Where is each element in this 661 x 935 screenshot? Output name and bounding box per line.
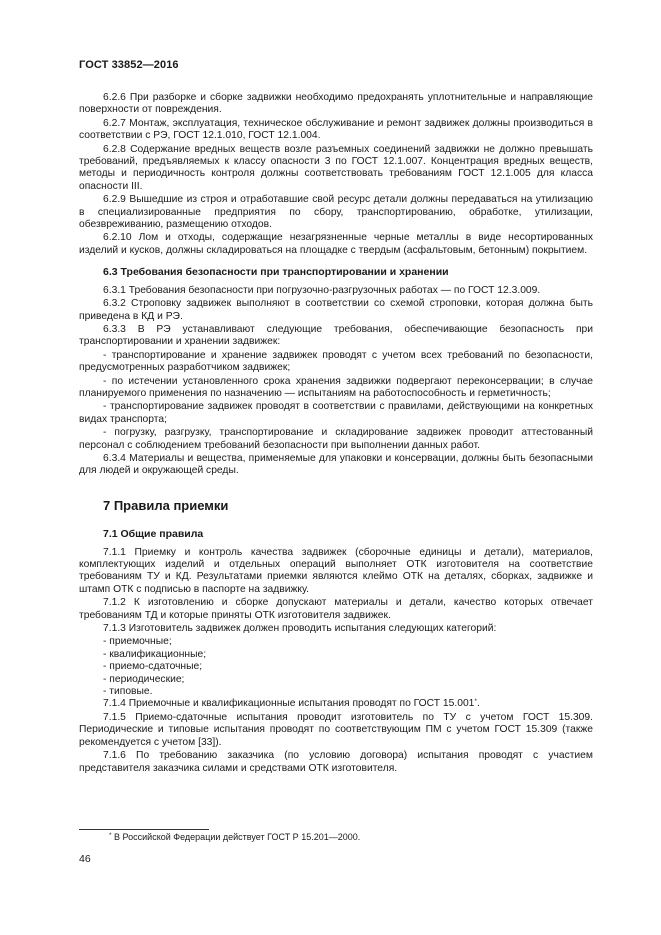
category-item: - типовые. [103,686,153,698]
paragraph-7-1-5: 7.1.5 Приемо-сдаточные испытания проводит изготовитель по ТУ с учетом ГОСТ 15.309. Периодические и типовые испытания проводят по соответствующим ПМ с учетом ГОСТ 15.309 (также рекомендуется с учетом [33]). [79,711,593,748]
paragraph-6-3-2: 6.3.2 Строповку задвижек выполняют в соответствии со схемой строповки, которая должна быть приведена в КД и РЭ. [79,298,593,322]
paragraph-6-2-6: 6.2.6 При разборке и сборке задвижки необходимо предохранять уплотнительные и направляющие поверхности от повреждения. [79,92,593,116]
heading-7-1: 7.1 Общие правила [103,528,204,541]
list-item-6-3-3-a: - транспортирование и хранение задвижек проводят с учетом всех требований по безопасности, предусмотренных разработчиком задвижек; [79,349,593,374]
page-number: 46 [79,853,91,865]
paragraph-7-1-4-text: 7.1.4 Приемочные и квалификационные испытания проводят по ГОСТ 15.001 [103,698,475,710]
footnote-divider [79,829,209,830]
paragraph-7-1-1: 7.1.1 Приемку и контроль качества задвижек (сборочные единицы и детали), материалов, комплектующих изделий и отдельных операций выполняет ОТК изготовителя на соответствие требованиям ТУ и КД. Результатами приемки являются клеймо ОТК на деталях, сборках, задвижке и штамп ОТК с подписью в паспорте на задвижку. [79,546,593,595]
paragraph-6-3-3: 6.3.3 В РЭ устанавливают следующие требования, обеспечивающие безопасность при транспортировании и хранении задвижек: [79,323,593,348]
paragraph-6-2-9: 6.2.9 Вышедшие из строя и отработавшие свой ресурс детали должны передаваться на утилизацию в специализированные предприятия по сбору, транспортированию, обработке, утилизации, обезвреживанию, размещению отходов. [79,194,593,231]
category-item: - приемо-сдаточные; [103,661,203,673]
list-item-6-3-3-d: - погрузку, разгрузку, транспортирование и складирование задвижек проводит аттестованный персонал с соблюдением требований безопасности при выполнении данных работ. [79,427,593,451]
footnote-text: В Российской Федерации действует ГОСТ Р 15.201—2000. [111,832,361,842]
paragraph-7-1-4-end: . [476,698,480,710]
footnote [109,832,589,843]
paragraph-6-2-8: 6.2.8 Содержание вредных веществ возле разъемных соединений задвижки не должно превышать требований, предъявляемых к классу опасности 3 по ГОСТ 12.1.007. Концентрация вредных веществ, методы и периодичность контроля должны соответствовать требованиям ГОСТ 12.1.005 для класса опасности III. [79,143,593,192]
paragraph-6-3-1: 6.3.1 Требования безопасности при погрузочно-разгрузочных работах — по ГОСТ 12.3.009. [103,284,541,296]
paragraph-6-2-10: 6.2.10 Лом и отходы, содержащие незагрязненные черные металлы в виде несортированных изделий и кусков, должны складироваться на площадке с твердым (асфальтовым, бетонным) покрытием. [79,232,593,256]
footnote-ref-mark[interactable]: * [474,698,477,706]
footnote-mark: * [109,832,112,839]
paragraph-7-1-2: 7.1.2 К изготовлению и сборке допускают материалы и детали, качество которых отвечает требованиям ТД и которые приняты ОТК изготовителя задвижек. [79,597,593,621]
list-item-6-3-3-b: - по истечении установленного срока хранения задвижки подвергают переконсервации; в случае планируемого применения по назначению — испытаниям на работоспособность и герметичность; [79,375,593,399]
paragraph-6-3-4: 6.3.4 Материалы и вещества, применяемые для упаковки и консервации, должны быть безопасными для людей и окружающей среды. [79,452,593,477]
category-item: - периодические; [103,673,185,685]
paragraph-7-1-4 [79,698,593,710]
category-item: - приемочные; [103,636,172,648]
category-item: - квалификационные; [103,648,207,660]
paragraph-6-2-7: 6.2.7 Монтаж, эксплуатация, техническое обслуживание и ремонт задвижек должны производиться в соответствии с РЭ, ГОСТ 12.1.010, ГОСТ 12.1.004. [79,117,593,142]
paragraph-7-1-3: 7.1.3 Изготовитель задвижек должен проводить испытания следующих категорий: [103,623,497,635]
paragraph-7-1-6: 7.1.6 По требованию заказчика (по условию договора) испытания проводят с участием представителя заказчика силами и средствами ОТК изготовителя. [79,750,593,774]
document-body [79,92,593,776]
document-header: ГОСТ 33852—2016 [79,59,179,71]
list-item-6-3-3-c: - транспортирование задвижек проводят в соответствии с правилами, действующими на конкретных видах транспорта; [79,401,593,425]
heading-7: 7 Правила приемки [103,497,229,513]
heading-6-3: 6.3 Требования безопасности при транспортировании и хранении [103,266,449,279]
